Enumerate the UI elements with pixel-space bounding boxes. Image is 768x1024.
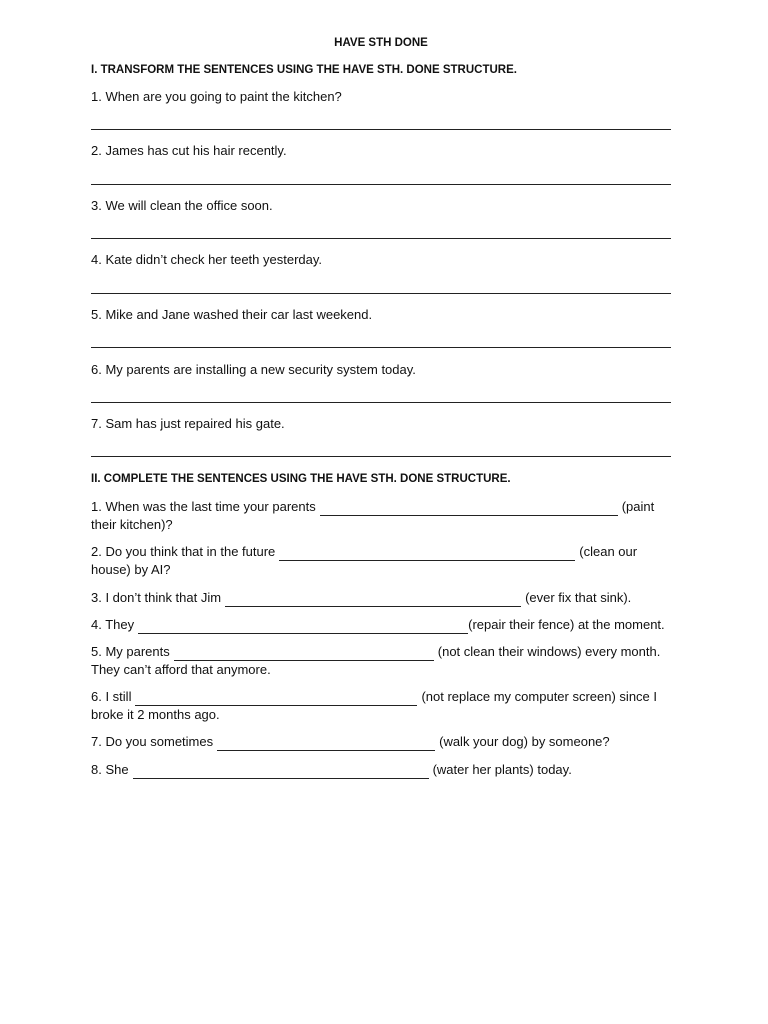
item-text-continued: They can’t afford that anymore. <box>91 662 271 677</box>
item-text-after: (clean our <box>579 544 638 559</box>
section1-heading: I. TRANSFORM THE SENTENCES USING THE HAVE STH. DONE STRUCTURE. <box>91 64 517 76</box>
section1-question-1: 1. When are you going to paint the kitchen? <box>91 89 342 104</box>
item-text-continued: broke it 2 months ago. <box>91 707 220 722</box>
item-text-after: (not replace my computer screen) since I <box>421 689 658 704</box>
section2-heading: II. COMPLETE THE SENTENCES USING THE HAVE STH. DONE STRUCTURE. <box>91 473 511 485</box>
item-text-continued: their kitchen)? <box>91 517 173 532</box>
answer-line-6[interactable] <box>91 402 671 403</box>
item-text-after: (paint <box>621 499 655 514</box>
fill-blank-4[interactable] <box>138 621 468 634</box>
fill-blank-5[interactable] <box>174 648 434 661</box>
answer-line-1[interactable] <box>91 129 671 130</box>
item-text-before: 7. Do you sometimes <box>91 734 214 749</box>
section1-question-5: 5. Mike and Jane washed their car last weekend. <box>91 307 373 322</box>
section2-item-3 <box>91 589 671 607</box>
item-text-after: (ever fix that sink). <box>525 590 632 605</box>
section2-item-5 <box>91 643 671 679</box>
fill-blank-1[interactable] <box>320 503 618 516</box>
worksheet-title: HAVE STH DONE <box>334 37 428 49</box>
item-text-after: (not clean their windows) every month. <box>437 644 661 659</box>
fill-blank-7[interactable] <box>217 738 435 751</box>
fill-blank-8[interactable] <box>133 766 429 779</box>
section2-item-2 <box>91 543 671 579</box>
item-text-before: 5. My parents <box>91 644 170 659</box>
item-text-after: (repair their fence) at the moment. <box>468 617 665 632</box>
item-text-before: 6. I still <box>91 689 132 704</box>
section2-item-4 <box>91 616 671 634</box>
item-text-before: 4. They <box>91 617 135 632</box>
item-text-before: 1. When was the last time your parents <box>91 499 316 514</box>
section1-question-6: 6. My parents are installing a new security system today. <box>91 362 416 377</box>
fill-blank-2[interactable] <box>279 548 575 561</box>
answer-line-5[interactable] <box>91 347 671 348</box>
fill-blank-6[interactable] <box>135 693 417 706</box>
item-text-before: 2. Do you think that in the future <box>91 544 276 559</box>
fill-blank-3[interactable] <box>225 594 521 607</box>
item-text-before: 3. I don’t think that Jim <box>91 590 222 605</box>
item-text-after: (water her plants) today. <box>432 762 572 777</box>
answer-line-3[interactable] <box>91 238 671 239</box>
section2-item-6 <box>91 688 671 724</box>
section1-question-4: 4. Kate didn’t check her teeth yesterday. <box>91 252 323 267</box>
answer-line-2[interactable] <box>91 184 671 185</box>
answer-line-7[interactable] <box>91 456 671 457</box>
section1-question-2: 2. James has cut his hair recently. <box>91 143 287 158</box>
section1-question-3: 3. We will clean the office soon. <box>91 198 273 213</box>
section2-item-8 <box>91 761 671 779</box>
item-text-continued: house) by AI? <box>91 562 171 577</box>
answer-line-4[interactable] <box>91 293 671 294</box>
section2-item-1 <box>91 498 671 534</box>
section1-question-7: 7. Sam has just repaired his gate. <box>91 416 285 431</box>
section2-item-7 <box>91 733 671 751</box>
item-text-before: 8. She <box>91 762 129 777</box>
item-text-after: (walk your dog) by someone? <box>439 734 610 749</box>
